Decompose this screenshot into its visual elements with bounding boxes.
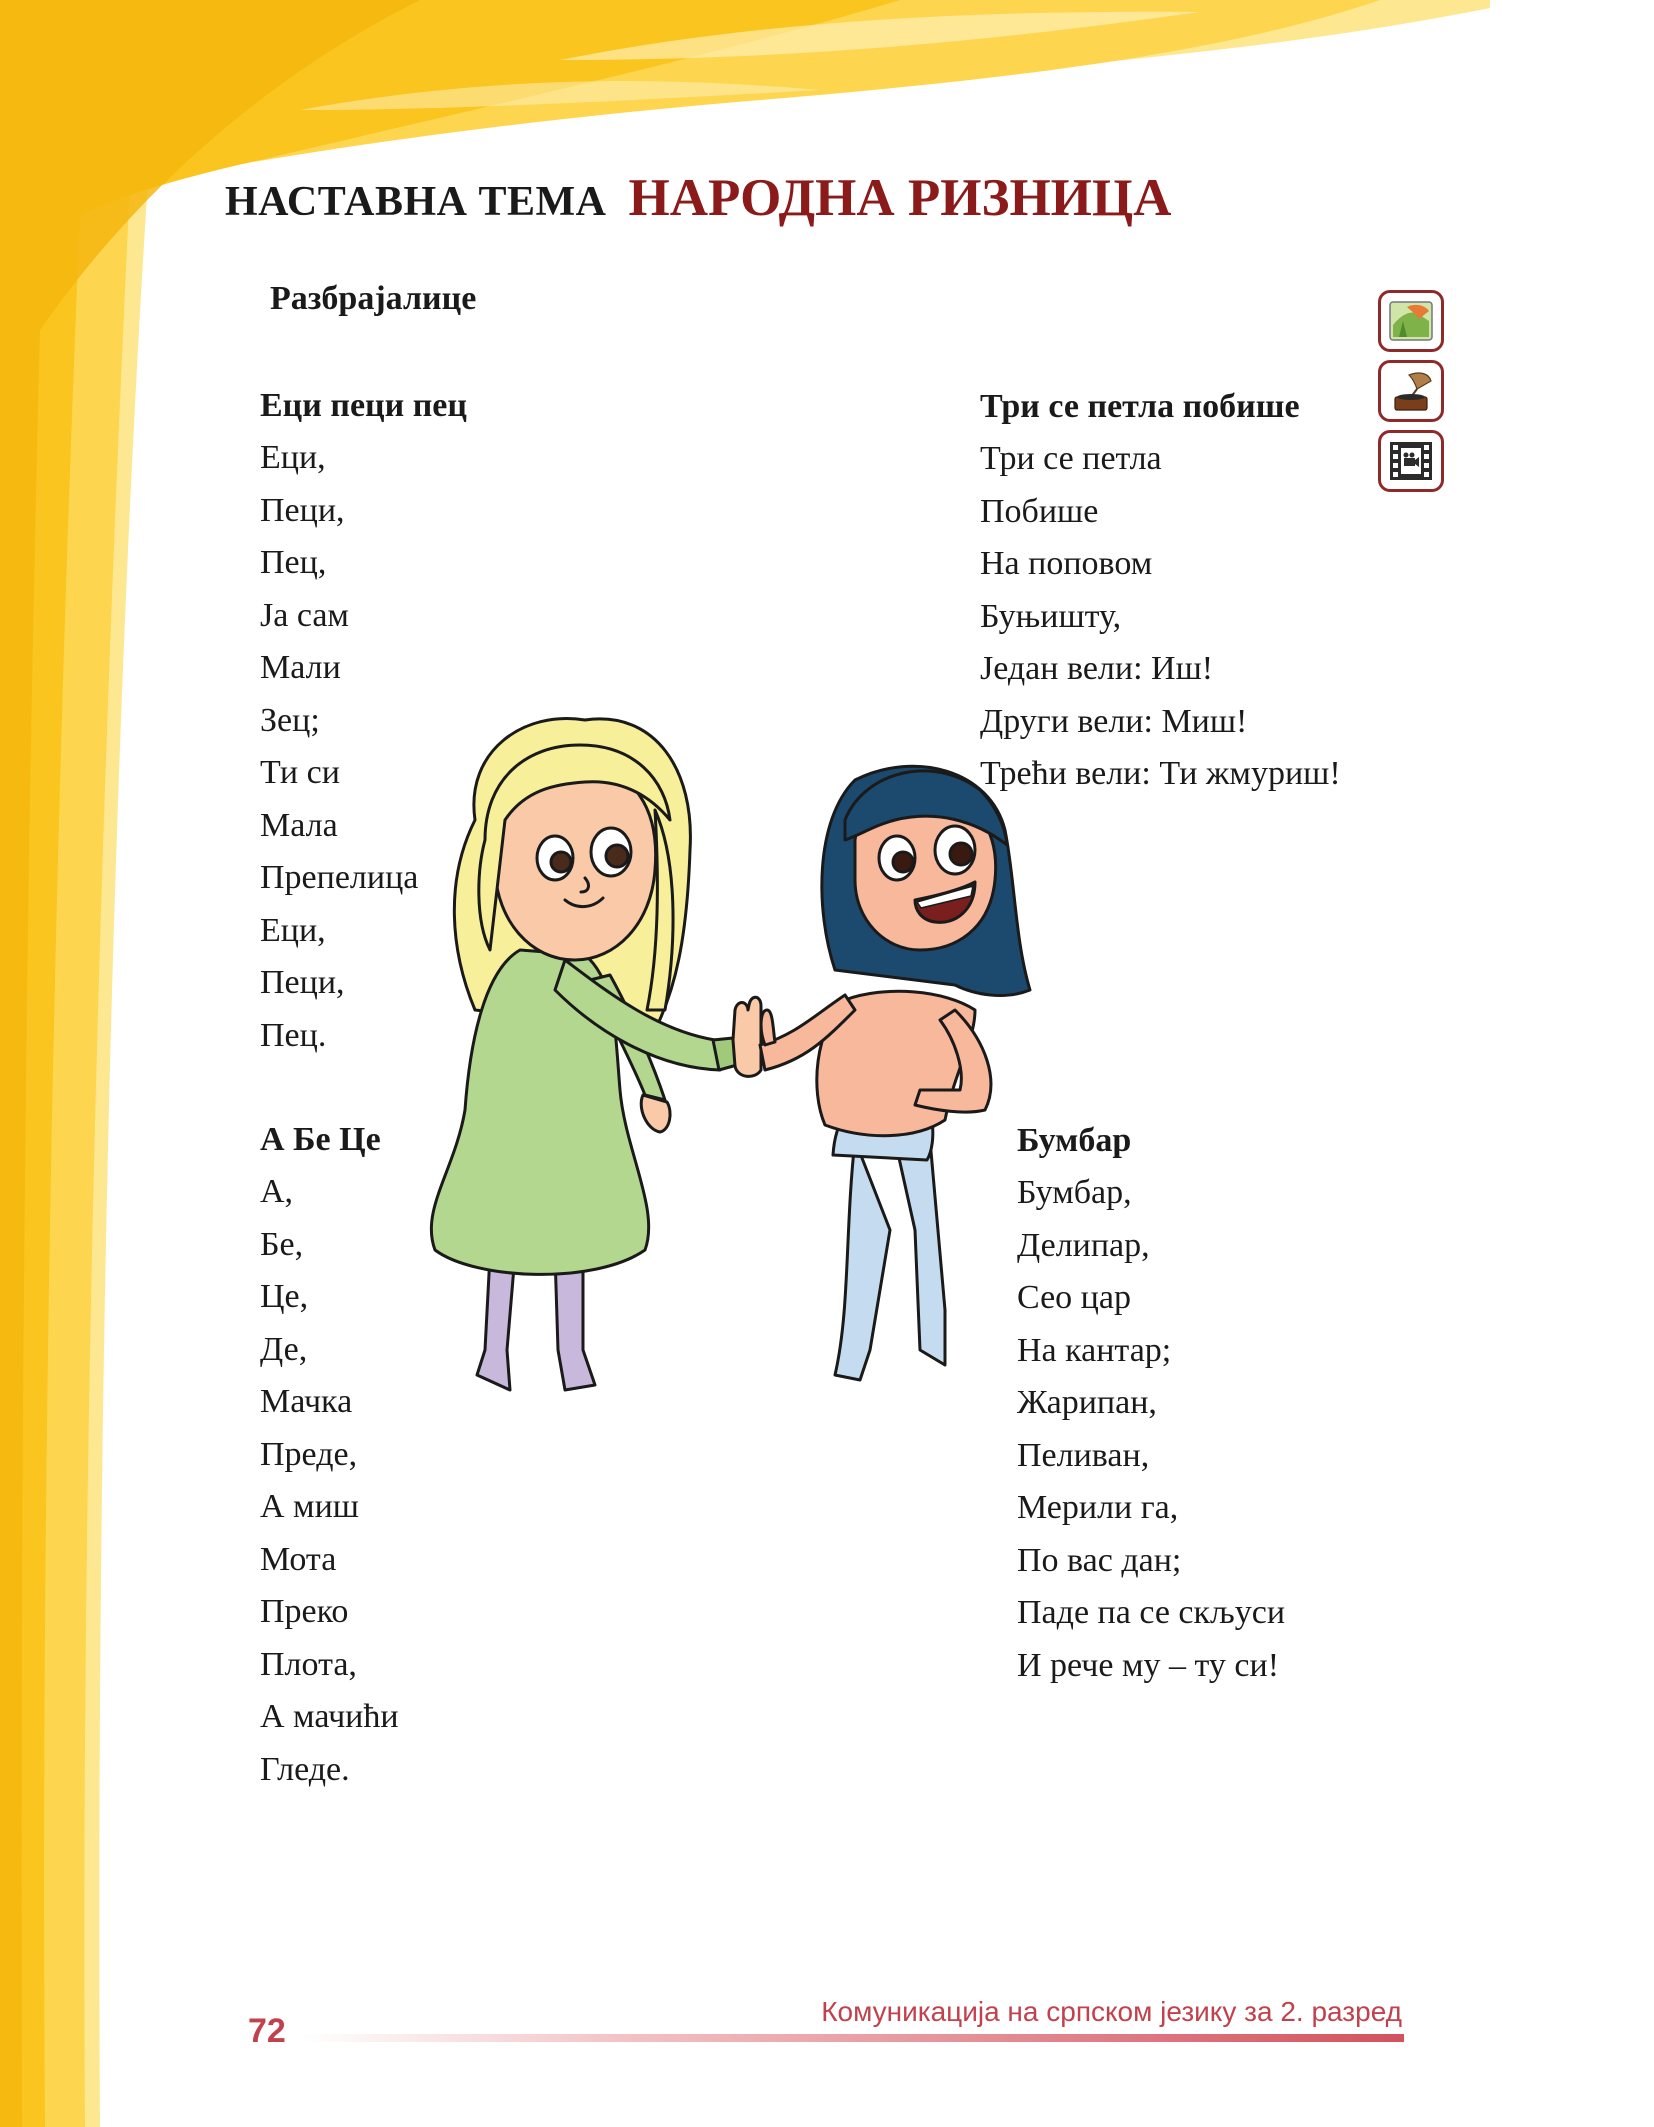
poem-bumbar — [1017, 1115, 1285, 1692]
image-icon[interactable] — [1378, 290, 1444, 352]
poem-title: Бумбар — [1017, 1122, 1132, 1159]
poem-line: Де, — [260, 1330, 308, 1368]
poem-line: Трећи вели: Ти жмуриш! — [980, 755, 1341, 792]
poem-title: Еци пеци пец — [260, 387, 467, 424]
two-girls-illustration — [415, 710, 1055, 1400]
poem-line: Пеци, — [260, 964, 345, 1001]
poem-line: Мали — [260, 649, 341, 686]
poem-line: Пеци, — [260, 491, 345, 529]
poem-line: По вас дан; — [1017, 1541, 1182, 1579]
poem-tri-se-petla-pobishe — [980, 381, 1341, 801]
poem-line: Преде, — [260, 1435, 358, 1473]
poem-line: Мота — [260, 1540, 337, 1578]
poem-line: Мала — [260, 806, 338, 844]
poem-line: Ти си — [260, 754, 340, 791]
poem-line: Бе, — [260, 1225, 304, 1263]
poem-line: А миш — [260, 1488, 359, 1525]
topic-name: НАРОДНА РИЗНИЦА — [628, 169, 1172, 227]
poem-line: И рече му – ту си! — [1017, 1646, 1280, 1684]
poem-line: Еци, — [260, 911, 326, 949]
poem-eci-peci-pec — [260, 380, 467, 1062]
section-title: Разбрајалице — [270, 280, 477, 317]
film-icon[interactable] — [1378, 430, 1444, 492]
poem-line: Пеливан, — [1017, 1436, 1150, 1474]
poem-line: Делипар, — [1017, 1226, 1150, 1264]
poem-line: Бумбар, — [1017, 1174, 1132, 1211]
poem-title: Три се петла побише — [980, 388, 1300, 425]
poem-a-be-ce — [260, 1114, 399, 1796]
poem-line: Жарипан, — [1017, 1384, 1157, 1421]
poem-line: На поповом — [980, 545, 1153, 582]
book-title: Комуникација на српском језику за 2. разред — [821, 1996, 1402, 2027]
poem-line: А мачићи — [260, 1698, 399, 1735]
poem-line: Буњишту, — [980, 597, 1122, 635]
poem-line: Мачка — [260, 1383, 353, 1420]
poem-line: Гледе. — [260, 1750, 350, 1788]
poem-line: Паде па се скљуси — [1017, 1594, 1286, 1631]
poem-line: Пец. — [260, 1016, 327, 1054]
poem-line: Препелица — [260, 859, 419, 896]
poem-line: Плота, — [260, 1645, 357, 1683]
footer-rule — [300, 2034, 1404, 2042]
poem-line: Ја сам — [260, 596, 349, 634]
poem-line: А, — [260, 1173, 294, 1210]
poem-line: Један вели: Иш! — [980, 650, 1214, 687]
gramophone-icon[interactable] — [1378, 360, 1444, 422]
topic-label: НАСТАВНА ТЕМА — [225, 179, 607, 225]
poem-line: Мерили га, — [1017, 1489, 1179, 1526]
poem-line: Побише — [980, 492, 1099, 530]
poem-line: Три се петла — [980, 440, 1162, 477]
poem-line: Це, — [260, 1278, 309, 1315]
poem-line: Сео цар — [1017, 1279, 1131, 1316]
poem-line: Еци, — [260, 439, 326, 476]
poem-line: Пец, — [260, 544, 327, 581]
poem-line: Зец; — [260, 701, 320, 739]
topic-heading — [225, 168, 1171, 228]
poem-line: Други вели: Миш! — [980, 702, 1248, 740]
media-icon-group — [1378, 290, 1444, 500]
page-number: 72 — [248, 2012, 286, 2050]
poem-line: Преко — [260, 1593, 349, 1630]
poem-title: А Бе Це — [260, 1121, 381, 1158]
poem-line: На кантар; — [1017, 1331, 1172, 1369]
